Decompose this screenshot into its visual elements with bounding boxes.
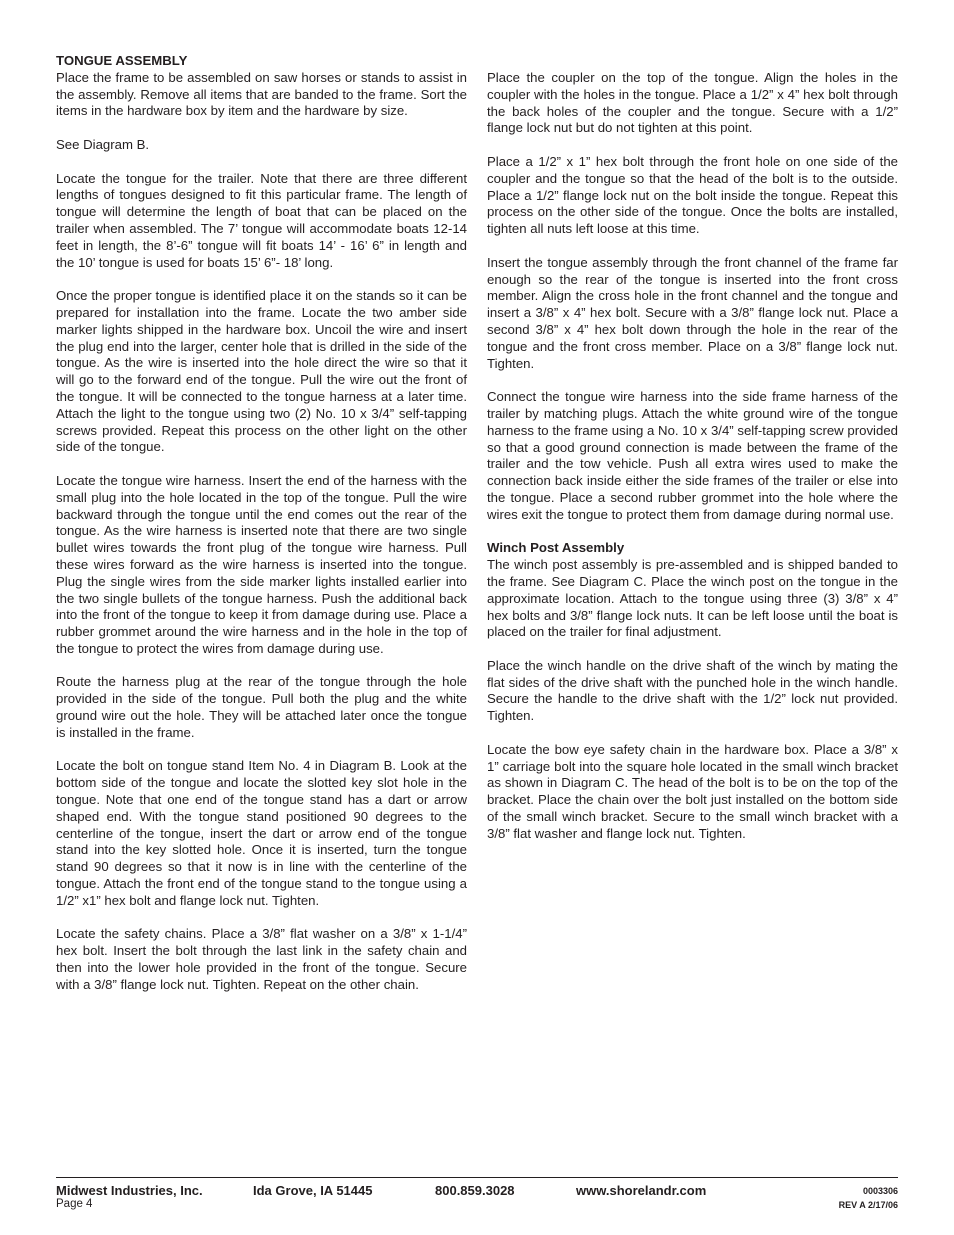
paragraph: Locate the tongue wire harness. Insert the end of the harness with the small plug into the hole located in the top of the tongue. Pull the wire backward through the tongue until the end comes out the rear of the tongue. As the wire harness is inserted note that there are two single bullet wires towards the front plug of the tongue wire harness. Pull these wires forward as the wire harness is inserted into the tongue. Plug the single wires from the side marker lights installed earlier into the two single bullets of the tongue harness. Push the additional back into the front of the tongue to keep it from damage during use. Place a rubber grommet around the wire harness and in the hole in the top of the tongue to protect the wires from damage during use. bbox=[56, 472, 467, 656]
right-column bbox=[487, 70, 898, 859]
footer-phone: 800.859.3028 bbox=[435, 1183, 515, 1198]
section-heading-winch-post: Winch Post Assembly bbox=[487, 540, 625, 556]
paragraph: Place a 1/2” x 1” hex bolt through the front hole on one side of the coupler and the tongue so that the head of the bolt is to the outside. Place a 1/2” flange lock nut on the bolt inside the tongue. Repeat this process on the other side of the tongue. Once the bolts are installed, tighten all nuts left loose at this time. bbox=[487, 153, 898, 237]
document-code: 0003306 bbox=[862, 1186, 898, 1196]
paragraph: Once the proper tongue is identified place it on the stands so it can be prepared for installation into the frame. Locate the two amber side marker lights shipped in the hardware box. Uncoil the wire and insert the plug end into the larger, center hole that is drilled in the side of the tongue. As the wire is inserted into the hole direct the wire so that it will go to the forward end of the tongue. Pull the wire out the front of the tongue. It will be connected to the tongue harness at a later time. Attach the light to the tongue using two (2) No. 10 x 3/4” self-tapping screws provided. Repeat this process on the other light on the other side of the tongue. bbox=[56, 288, 467, 455]
footer-website: www.shorelandr.com bbox=[576, 1183, 707, 1198]
footer-divider bbox=[56, 1177, 898, 1178]
paragraph: Locate the bolt on tongue stand Item No. 4 in Diagram B. Look at the bottom side of the tongue and locate the slotted key slot hole in the tongue. Note that one end of the tongue stand has a dart or arrow shaped end. With the tongue stand positioned 90 degrees to the centerline of the tongue, insert the dart or arrow end of the tongue stand into the key slotted hole. Once it is inserted, turn the tongue stand 90 degrees so that it now is in line with the centerline of the tongue. Attach the front end of the tongue stand to the tongue using a 1/2” x1” hex bolt and flange lock nut. Tighten. bbox=[56, 758, 467, 908]
revision-label: REV A 2/17/06 bbox=[838, 1200, 898, 1210]
paragraph: Locate the safety chains. Place a 3/8” flat washer on a 3/8” x 1-1/4” hex bolt. Insert the bolt through the last link in the safety chain and then into the lower hole provided in the front of the tongue. Secure with a 3/8” flange lock nut. Tighten. Repeat on the other chain. bbox=[56, 926, 467, 992]
page-number: Page 4 bbox=[56, 1198, 93, 1210]
section-heading-tongue-assembly: TONGUE ASSEMBLY bbox=[56, 53, 188, 68]
paragraph: See Diagram B. bbox=[56, 136, 150, 152]
paragraph: Place the coupler on the top of the tongue. Align the holes in the coupler with the holes in the tongue. Place a 1/2” x 4” hex bolt through the back holes of the coupler and the tongue. Secure with a 1/2” flange lock nut but do not tighten at this point. bbox=[487, 70, 898, 136]
left-column bbox=[56, 53, 467, 1010]
paragraph: Route the harness plug at the rear of the tongue through the hole provided in the side of the tongue. Pull both the plug and the white ground wire out the hole. They will be attached later once the tongue is installed in the frame. bbox=[56, 674, 467, 740]
paragraph: Locate the tongue for the trailer. Note that there are three different lengths of tongues designed to fit this particular frame. The length of tongue will determine the length of boat that can be placed on the trailer when assembled. The 7’ tongue will accommodate boats 12-14 feet in length, the 8’-6” tongue will fit boats 14’ - 16’ 6” in length and the 10’ tongue is used for boats 15’ 6”- 18’ long. bbox=[56, 170, 467, 270]
footer-city: Ida Grove, IA 51445 bbox=[253, 1183, 373, 1198]
paragraph: Connect the tongue wire harness into the side frame harness of the trailer by matching plugs. Attach the white ground wire of the tongue harness to the frame using a No. 10 x 3/4” self-tapping screw provided so that a good ground connection is made between the frame of the trailer and the tow vehicle. Push all extra wires used to make the connection back inside either the side frames of the trailer or else into the tongue. Place a second rubber grommet into the hole where the wires exit the tongue to protect them from damage during normal use. bbox=[487, 389, 898, 522]
paragraph: Insert the tongue assembly through the front channel of the frame far enough so the rear of the tongue is inserted into the front cross member. Align the cross hole in the front channel and the tongue and insert a 3/8” x 4” hex bolt. Secure with a 3/8” flange lock nut. Place a second 3/8” x 4” hex bolt down through the hole in the rear of the tongue and the front cross member. Place on a 3/8” flange lock nut. Tighten. bbox=[487, 254, 898, 371]
paragraph: Locate the bow eye safety chain in the hardware box. Place a 3/8” x 1” carriage bolt into the square hole located in the small winch bracket as shown in Diagram C. The head of the bolt is to be on the top of the bracket. Place the chain over the bolt just installed on the bottom side of the small winch bracket. Secure to the small winch bracket with a 3/8” flat washer and flange lock nut. Tighten. bbox=[487, 741, 898, 841]
paragraph: TONGUE ASSEMBLY Place the frame to be assembled on saw horses or stands to assist in the assembly. Remove all items that are banded to the frame. Sort the items in the hardware box by item and the hardware by size. bbox=[56, 53, 467, 119]
footer-company: Midwest Industries, Inc. bbox=[56, 1183, 203, 1198]
paragraph: Place the winch handle on the drive shaft of the winch by mating the flat sides of the drive shaft with the punched hole in the winch handle. Secure the handle to the drive shaft with the 1/2” lock nut provided. Tighten. bbox=[487, 657, 898, 724]
paragraph: Winch Post Assembly The winch post assembly is pre-assembled and is shipped banded to the frame. See Diagram C. Place the winch post on the tongue in the approximate location. Attach to the tongue using three (3) 3/8” x 4” hex bolts and 3/8” flange lock nuts. It can be left loose until the boat is placed on the trailer for final adjustment. bbox=[487, 540, 898, 640]
